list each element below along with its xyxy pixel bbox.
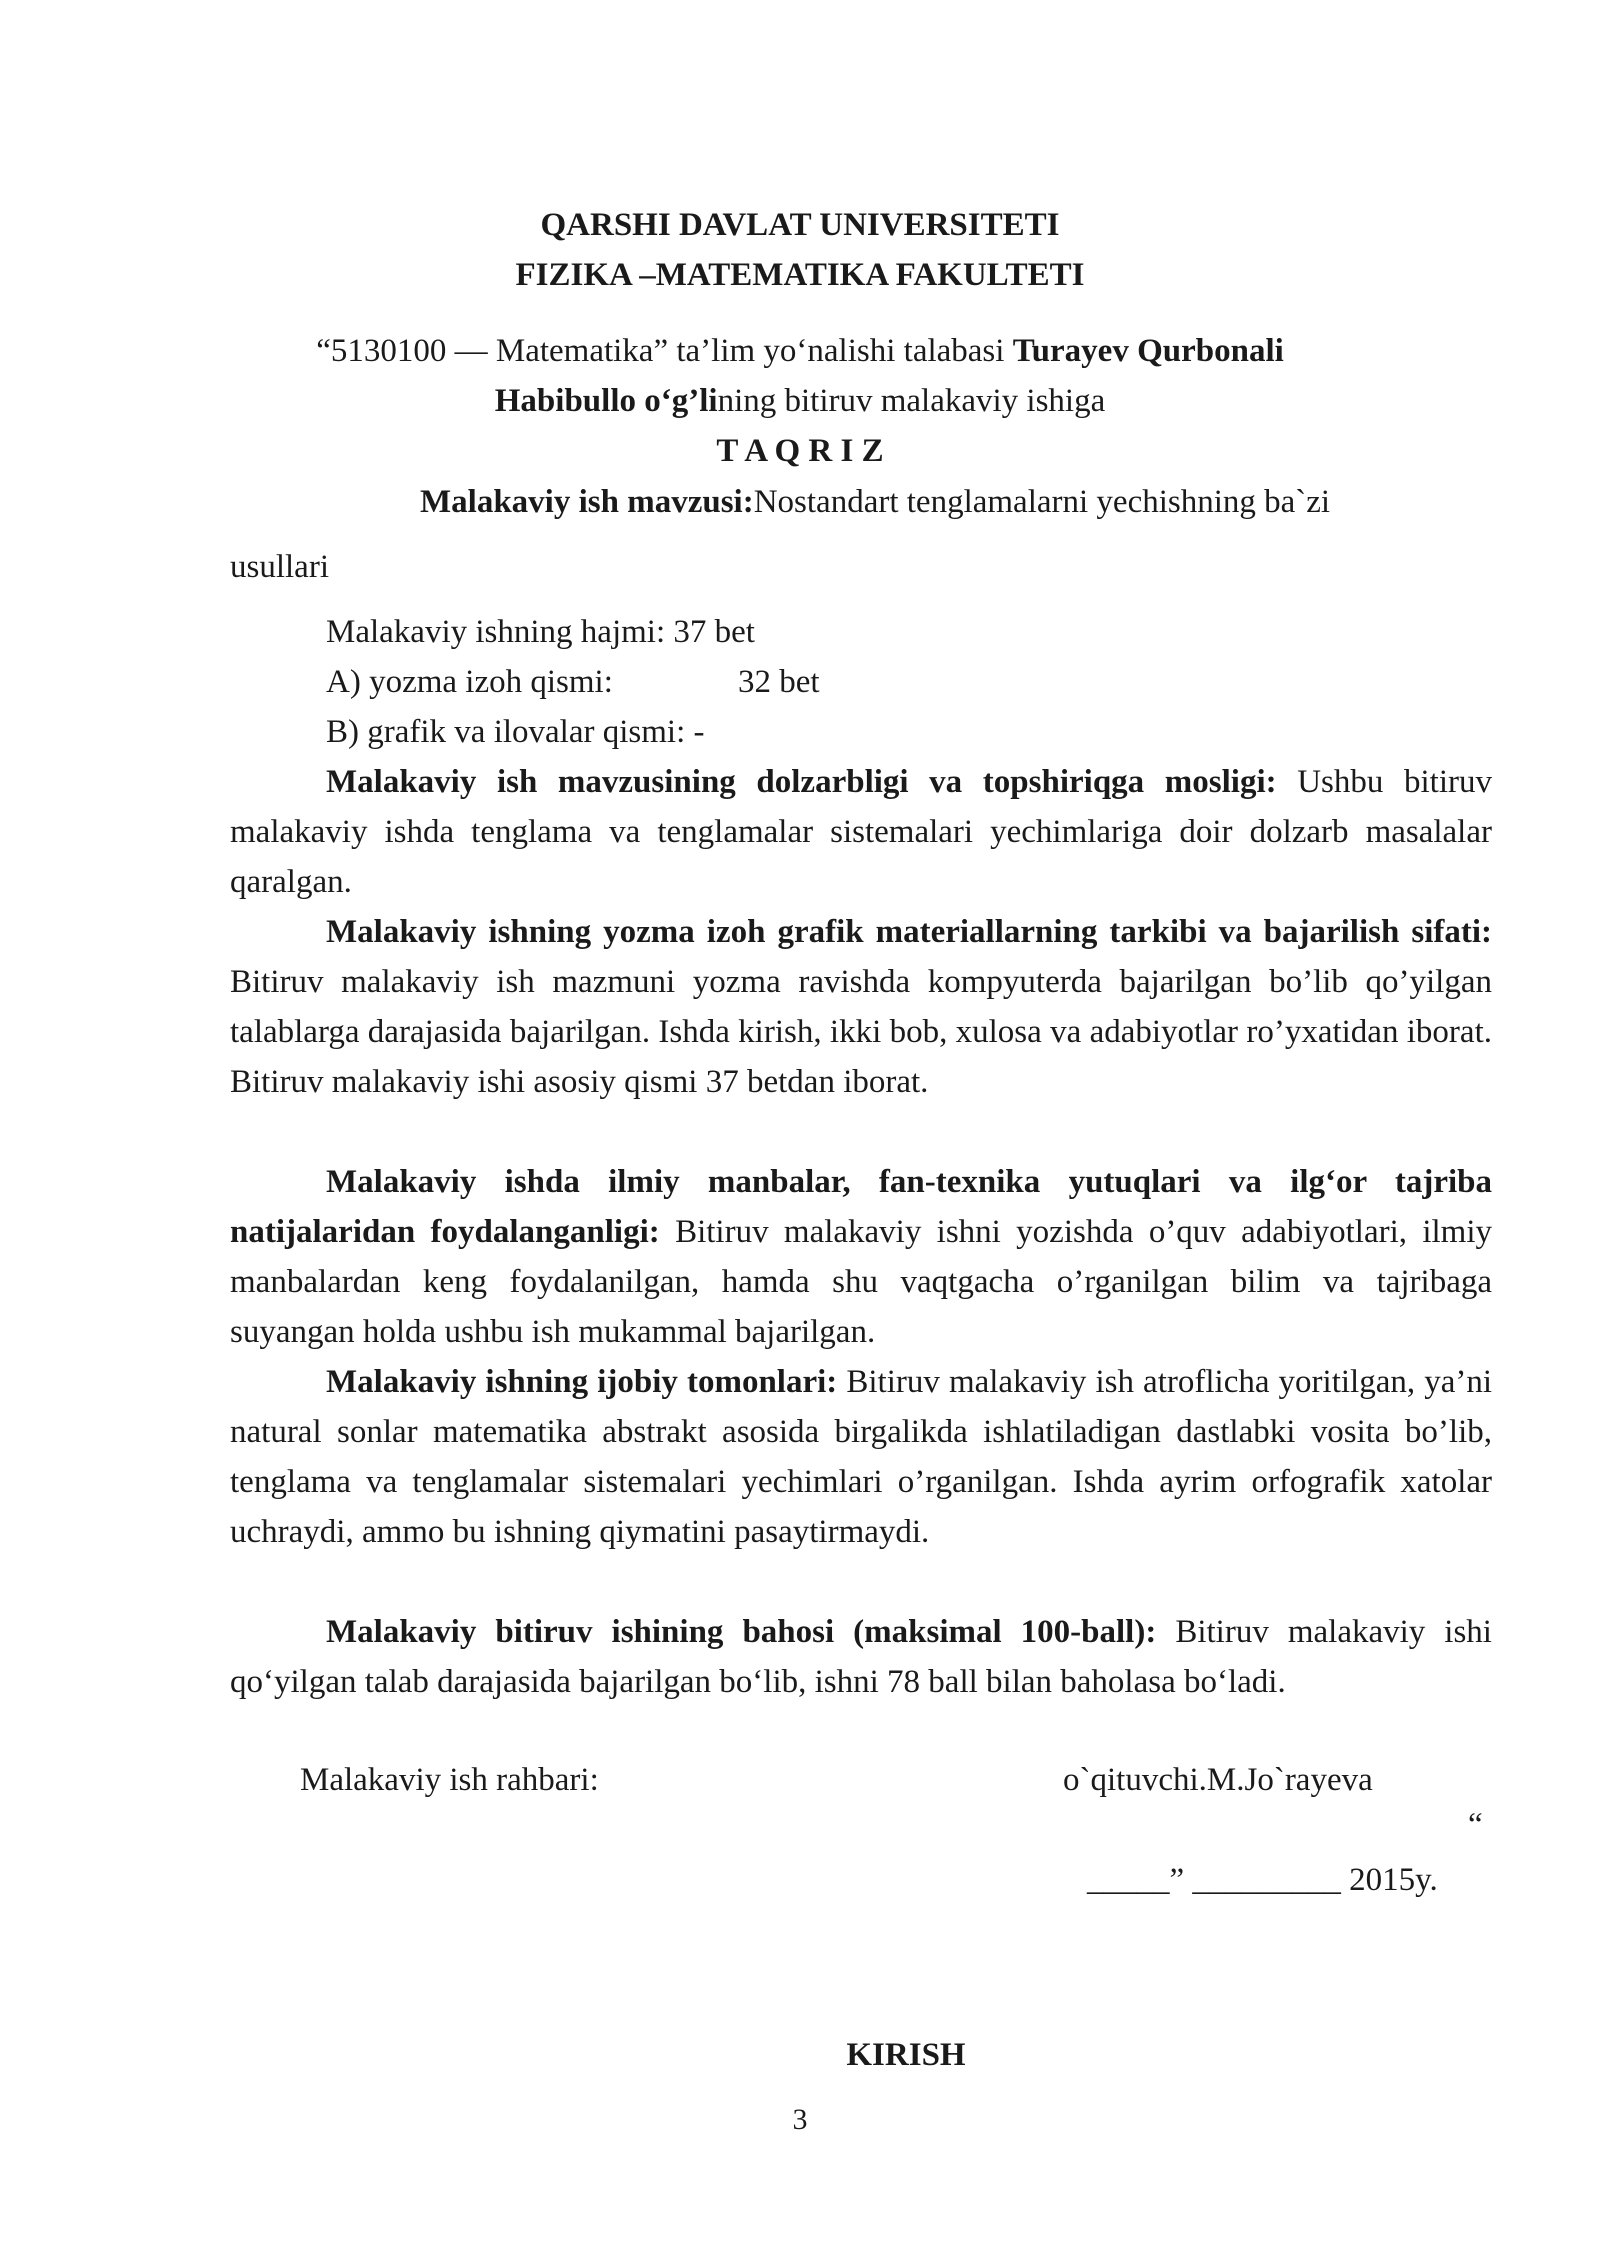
student-line-cont (0, 376, 1600, 426)
student-line (0, 326, 1600, 376)
section-text: Bitiruv malakaviy ish atroflicha yoritilgan, ya’ni natural sonlar matematika abstrakt asosida birgalikda ishlatiladigan dastlabki vosita bo’lib, tenglama va tenglamalar sistemalari yechimlari o’rganilgan. Ishda ayrim orfografik xatolar uchraydi, ammo bu ishning qiymatini pasaytirmaydi. (230, 1364, 1492, 1550)
topic-text: Nostandart tenglamalarni yechishning ba`zi (753, 484, 1331, 520)
student-line-suffix: ning bitiruv malakaviy ishiga (717, 383, 1106, 419)
section-relevance (230, 757, 1492, 907)
section-grade (230, 1607, 1492, 1707)
next-section-heading: KIRISH (846, 2037, 966, 2073)
page-number: 3 (792, 2103, 808, 2136)
volume-total: Malakaviy ishning hajmi: 37 bet (326, 614, 755, 650)
section-heading: Malakaviy ish mavzusining dolzarbligi va topshiriqga mosligi: (326, 764, 1277, 800)
faculty-name: FIZIKA –MATEMATIKA FAKULTETI (515, 257, 1085, 293)
date-open-quote: “ (1468, 1807, 1483, 1843)
section-sources (230, 1157, 1492, 1357)
student-name-second: Habibullo o‘g’li (494, 383, 718, 419)
section-positives (230, 1357, 1492, 1557)
section-heading: Malakaviy ishning yozma izoh grafik materiallarning tarkibi va bajarilish sifati: (326, 914, 1492, 950)
section-text: Bitiruv malakaviy ishni yozishda o’quv adabiyotlari, ilmiy manbalardan keng foydalanilgan, hamda shu vaqtgacha o’rganilgan bilim va tajribaga suyangan holda ushbu ish mukammal bajarilgan. (230, 1214, 1492, 1350)
student-name-first: Turayev Qurbonali (1012, 333, 1284, 369)
section-text: Bitiruv malakaviy ishi qo‘yilgan talab darajasida bajarilgan bo‘lib, ishni 78 ball bilan baholasa bo‘ladi. (230, 1614, 1492, 1700)
section-heading: Malakaviy bitiruv ishining bahosi (maksimal 100-ball): (326, 1614, 1157, 1650)
volume-written-label: A) yozma izoh qismi: (326, 664, 613, 700)
supervisor-label: Malakaviy ish rahbari: (300, 1762, 599, 1798)
supervisor-name: o`qituvchi.M.Jo`rayeva (1063, 1762, 1373, 1798)
section-text: Bitiruv malakaviy ish mazmuni yozma ravishda kompyuterda bajarilgan bo’lib qo’yilgan talablarga darajasida bajarilgan. Ishda kirish, ikki bob, xulosa va adabiyotlar ro’yxatidan iborat. Bitiruv malakaviy ishi asosiy qismi 37 betdan iborat. (230, 964, 1492, 1100)
topic-text-cont: usullari (230, 549, 329, 585)
university-name: QARSHI DAVLAT UNIVERSITETI (540, 207, 1060, 243)
section-quality (230, 907, 1492, 1107)
section-text: Ushbu bitiruv malakaviy ishda tenglama va tenglamalar sistemalari yechimlariga doir dolzarb masalalar qaralgan. (230, 764, 1492, 900)
section-heading: Malakaviy ishning ijobiy tomonlari: (326, 1364, 838, 1400)
volume-graphic: B) grafik va ilovalar qismi: - (326, 714, 705, 750)
signature-date-line: _____” _________ 2015y. (1087, 1862, 1438, 1898)
student-line-prefix: “5130100 — Matematika” ta’lim yo‘nalishi talabasi (316, 333, 1013, 369)
volume-written-value: 32 bet (738, 664, 820, 700)
topic-label: Malakaviy ish mavzusi: (420, 484, 754, 520)
document-title: T A Q R I Z (716, 433, 884, 469)
section-heading: Malakaviy ishda ilmiy manbalar, fan-texnika yutuqlari va ilg‘or tajriba natijalaridan foydalanganligi: (230, 1164, 1492, 1250)
topic-line (420, 477, 1330, 527)
